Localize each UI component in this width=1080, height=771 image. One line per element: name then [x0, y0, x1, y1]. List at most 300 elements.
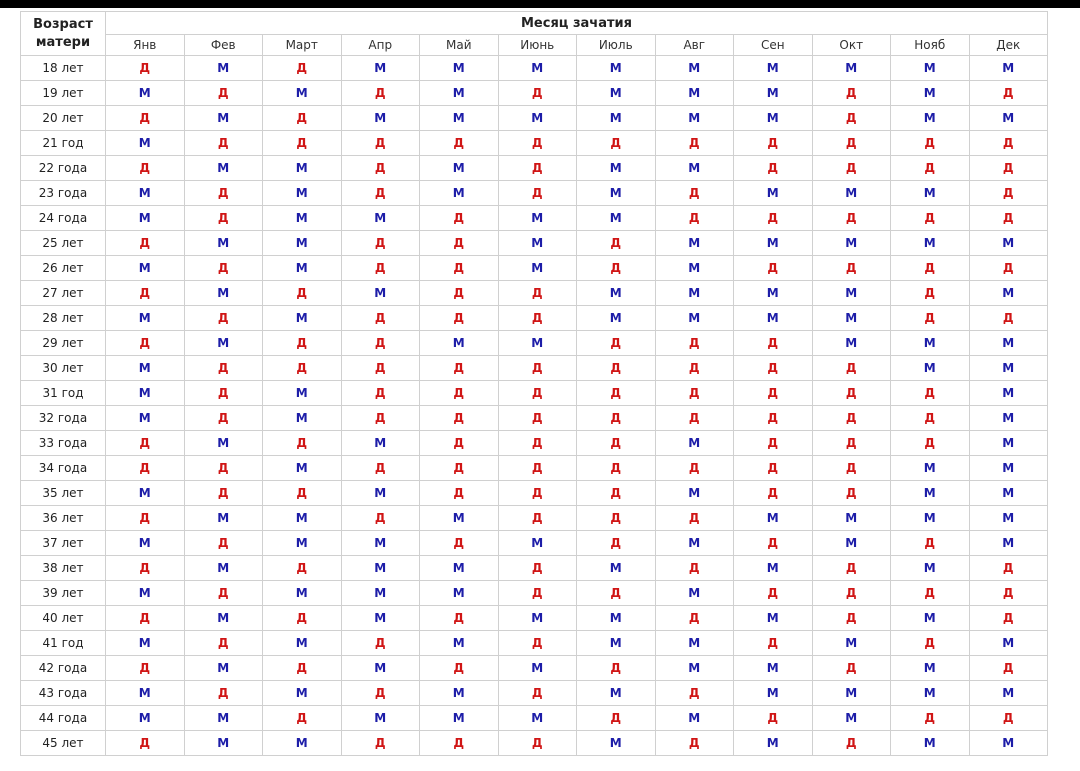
girl-cell: Д	[184, 306, 263, 331]
boy-cell: М	[734, 656, 813, 681]
month-header-cell: Июль	[577, 35, 656, 56]
girl-cell: Д	[263, 356, 342, 381]
table-row	[21, 556, 1048, 581]
girl-cell: Д	[184, 406, 263, 431]
girl-cell: Д	[420, 381, 499, 406]
girl-cell: Д	[106, 331, 185, 356]
table-row	[21, 356, 1048, 381]
boy-cell: М	[655, 56, 734, 81]
girl-cell: Д	[420, 281, 499, 306]
boy-cell: М	[263, 731, 342, 756]
girl-cell: Д	[106, 606, 185, 631]
girl-cell: Д	[577, 431, 656, 456]
table-row	[21, 681, 1048, 706]
boy-cell: М	[420, 331, 499, 356]
boy-cell: М	[969, 231, 1048, 256]
month-header-cell: Янв	[106, 35, 185, 56]
girl-cell: Д	[812, 581, 891, 606]
boy-cell: М	[263, 406, 342, 431]
girl-cell: Д	[655, 356, 734, 381]
boy-cell: М	[106, 256, 185, 281]
girl-cell: Д	[577, 256, 656, 281]
boy-cell: М	[341, 606, 420, 631]
boy-cell: М	[655, 156, 734, 181]
boy-cell: М	[341, 581, 420, 606]
boy-cell: М	[891, 181, 970, 206]
table-row	[21, 131, 1048, 156]
boy-cell: М	[969, 631, 1048, 656]
girl-cell: Д	[655, 731, 734, 756]
month-header-cell: Окт	[812, 35, 891, 56]
boy-cell: М	[106, 206, 185, 231]
girl-cell: Д	[498, 181, 577, 206]
girl-cell: Д	[420, 456, 499, 481]
table-row	[21, 306, 1048, 331]
girl-cell: Д	[498, 506, 577, 531]
girl-cell: Д	[498, 156, 577, 181]
boy-cell: М	[263, 256, 342, 281]
conception-table	[20, 11, 1048, 756]
boy-cell: М	[734, 606, 813, 631]
age-cell: 39 лет	[21, 581, 106, 606]
age-cell: 34 года	[21, 456, 106, 481]
girl-cell: Д	[891, 431, 970, 456]
girl-cell: Д	[184, 181, 263, 206]
boy-cell: М	[812, 181, 891, 206]
age-cell: 35 лет	[21, 481, 106, 506]
girl-cell: Д	[734, 156, 813, 181]
boy-cell: М	[498, 231, 577, 256]
girl-cell: Д	[891, 406, 970, 431]
girl-cell: Д	[891, 631, 970, 656]
girl-cell: Д	[341, 331, 420, 356]
boy-cell: М	[812, 306, 891, 331]
girl-cell: Д	[341, 156, 420, 181]
girl-cell: Д	[577, 506, 656, 531]
boy-cell: М	[184, 431, 263, 456]
girl-cell: Д	[969, 556, 1048, 581]
girl-cell: Д	[263, 606, 342, 631]
boy-cell: М	[263, 206, 342, 231]
girl-cell: Д	[969, 306, 1048, 331]
month-header-cell: Май	[420, 35, 499, 56]
girl-cell: Д	[577, 356, 656, 381]
girl-cell: Д	[891, 581, 970, 606]
girl-cell: Д	[106, 556, 185, 581]
boy-cell: М	[498, 206, 577, 231]
table-row	[21, 81, 1048, 106]
girl-cell: Д	[184, 681, 263, 706]
girl-cell: Д	[655, 456, 734, 481]
girl-cell: Д	[106, 281, 185, 306]
girl-cell: Д	[734, 406, 813, 431]
girl-cell: Д	[263, 331, 342, 356]
girl-cell: Д	[341, 406, 420, 431]
boy-cell: М	[498, 56, 577, 81]
girl-cell: Д	[655, 606, 734, 631]
girl-cell: Д	[106, 506, 185, 531]
girl-cell: Д	[341, 306, 420, 331]
girl-cell: Д	[106, 731, 185, 756]
boy-cell: М	[420, 81, 499, 106]
boy-cell: М	[655, 306, 734, 331]
boy-cell: М	[655, 706, 734, 731]
boy-cell: М	[498, 256, 577, 281]
boy-cell: М	[263, 506, 342, 531]
boy-cell: М	[420, 56, 499, 81]
girl-cell: Д	[106, 106, 185, 131]
boy-cell: М	[577, 181, 656, 206]
boy-cell: М	[734, 306, 813, 331]
girl-cell: Д	[498, 731, 577, 756]
girl-cell: Д	[263, 106, 342, 131]
boy-cell: М	[969, 456, 1048, 481]
girl-cell: Д	[969, 81, 1048, 106]
boy-cell: М	[969, 531, 1048, 556]
boy-cell: М	[969, 356, 1048, 381]
age-cell: 20 лет	[21, 106, 106, 131]
boy-cell: М	[184, 606, 263, 631]
girl-cell: Д	[969, 206, 1048, 231]
boy-cell: М	[106, 356, 185, 381]
girl-cell: Д	[891, 306, 970, 331]
girl-cell: Д	[891, 381, 970, 406]
boy-cell: М	[891, 331, 970, 356]
girl-cell: Д	[891, 706, 970, 731]
girl-cell: Д	[577, 131, 656, 156]
age-cell: 38 лет	[21, 556, 106, 581]
girl-cell: Д	[969, 706, 1048, 731]
boy-cell: М	[891, 506, 970, 531]
boy-cell: М	[812, 281, 891, 306]
girl-cell: Д	[106, 231, 185, 256]
girl-cell: Д	[106, 456, 185, 481]
boy-cell: М	[420, 706, 499, 731]
boy-cell: М	[184, 656, 263, 681]
girl-cell: Д	[106, 656, 185, 681]
boy-cell: М	[106, 406, 185, 431]
boy-cell: М	[969, 431, 1048, 456]
boy-cell: М	[184, 706, 263, 731]
table-body	[21, 56, 1048, 756]
table-row	[21, 581, 1048, 606]
girl-cell: Д	[498, 556, 577, 581]
girl-cell: Д	[341, 231, 420, 256]
boy-cell: М	[106, 631, 185, 656]
boy-cell: М	[420, 506, 499, 531]
girl-cell: Д	[577, 706, 656, 731]
boy-cell: М	[106, 131, 185, 156]
boy-cell: М	[420, 581, 499, 606]
girl-cell: Д	[577, 656, 656, 681]
girl-cell: Д	[734, 581, 813, 606]
boy-cell: М	[891, 731, 970, 756]
girl-cell: Д	[341, 81, 420, 106]
table-row	[21, 431, 1048, 456]
girl-cell: Д	[891, 531, 970, 556]
boy-cell: М	[263, 81, 342, 106]
boy-cell: М	[341, 481, 420, 506]
boy-cell: М	[969, 681, 1048, 706]
age-cell: 42 года	[21, 656, 106, 681]
boy-cell: М	[734, 81, 813, 106]
boy-cell: М	[812, 631, 891, 656]
age-cell: 23 года	[21, 181, 106, 206]
girl-cell: Д	[734, 456, 813, 481]
girl-cell: Д	[577, 406, 656, 431]
girl-cell: Д	[263, 556, 342, 581]
boy-cell: М	[184, 231, 263, 256]
boy-cell: М	[812, 56, 891, 81]
girl-cell: Д	[184, 81, 263, 106]
girl-cell: Д	[891, 281, 970, 306]
girl-cell: Д	[734, 631, 813, 656]
month-header-cell: Авг	[655, 35, 734, 56]
boy-cell: М	[263, 306, 342, 331]
boy-cell: М	[969, 106, 1048, 131]
boy-cell: М	[734, 506, 813, 531]
girl-cell: Д	[498, 281, 577, 306]
boy-cell: М	[577, 556, 656, 581]
girl-cell: Д	[184, 356, 263, 381]
girl-cell: Д	[577, 331, 656, 356]
table-row	[21, 406, 1048, 431]
girl-cell: Д	[812, 406, 891, 431]
table-row	[21, 631, 1048, 656]
table-row	[21, 731, 1048, 756]
age-cell: 22 года	[21, 156, 106, 181]
girl-cell: Д	[734, 206, 813, 231]
girl-cell: Д	[106, 431, 185, 456]
age-header-line1: Возраст	[33, 16, 93, 32]
girl-cell: Д	[498, 581, 577, 606]
boy-cell: М	[891, 681, 970, 706]
boy-cell: М	[891, 656, 970, 681]
girl-cell: Д	[969, 156, 1048, 181]
girl-cell: Д	[341, 131, 420, 156]
girl-cell: Д	[498, 356, 577, 381]
age-cell: 33 года	[21, 431, 106, 456]
girl-cell: Д	[498, 131, 577, 156]
girl-cell: Д	[498, 631, 577, 656]
header-row-months	[21, 35, 1048, 56]
girl-cell: Д	[263, 281, 342, 306]
girl-cell: Д	[341, 631, 420, 656]
age-cell: 19 лет	[21, 81, 106, 106]
boy-cell: М	[184, 106, 263, 131]
table-row	[21, 706, 1048, 731]
girl-cell: Д	[420, 431, 499, 456]
girl-cell: Д	[655, 331, 734, 356]
girl-cell: Д	[734, 131, 813, 156]
boy-cell: М	[341, 56, 420, 81]
boy-cell: М	[184, 331, 263, 356]
boy-cell: М	[891, 606, 970, 631]
girl-cell: Д	[577, 531, 656, 556]
girl-cell: Д	[969, 181, 1048, 206]
boy-cell: М	[734, 681, 813, 706]
age-cell: 41 год	[21, 631, 106, 656]
table-row	[21, 281, 1048, 306]
girl-cell: Д	[734, 256, 813, 281]
girl-cell: Д	[184, 631, 263, 656]
girl-cell: Д	[498, 481, 577, 506]
girl-cell: Д	[969, 656, 1048, 681]
boy-cell: М	[969, 506, 1048, 531]
boy-cell: М	[891, 456, 970, 481]
boy-cell: М	[498, 106, 577, 131]
girl-cell: Д	[498, 381, 577, 406]
table-row	[21, 606, 1048, 631]
boy-cell: М	[577, 631, 656, 656]
boy-cell: М	[106, 531, 185, 556]
girl-cell: Д	[106, 56, 185, 81]
girl-cell: Д	[498, 456, 577, 481]
table-row	[21, 181, 1048, 206]
boy-cell: М	[577, 731, 656, 756]
boy-cell: М	[891, 231, 970, 256]
girl-cell: Д	[420, 206, 499, 231]
girl-cell: Д	[655, 556, 734, 581]
girl-cell: Д	[498, 681, 577, 706]
girl-cell: Д	[341, 681, 420, 706]
girl-cell: Д	[341, 356, 420, 381]
age-cell: 40 лет	[21, 606, 106, 631]
boy-cell: М	[655, 431, 734, 456]
girl-cell: Д	[341, 506, 420, 531]
girl-cell: Д	[812, 156, 891, 181]
boy-cell: М	[655, 106, 734, 131]
month-header-cell: Март	[263, 35, 342, 56]
age-cell: 30 лет	[21, 356, 106, 381]
conception-table-container	[20, 11, 1048, 756]
girl-cell: Д	[263, 56, 342, 81]
age-cell: 44 года	[21, 706, 106, 731]
boy-cell: М	[184, 506, 263, 531]
boy-cell: М	[263, 231, 342, 256]
boy-cell: М	[106, 481, 185, 506]
boy-cell: М	[498, 331, 577, 356]
month-header-cell: Сен	[734, 35, 813, 56]
boy-cell: М	[655, 581, 734, 606]
boy-cell: М	[812, 231, 891, 256]
boy-cell: М	[498, 531, 577, 556]
girl-cell: Д	[420, 356, 499, 381]
girl-cell: Д	[734, 481, 813, 506]
table-row	[21, 156, 1048, 181]
boy-cell: М	[263, 181, 342, 206]
age-cell: 27 лет	[21, 281, 106, 306]
girl-cell: Д	[734, 381, 813, 406]
girl-cell: Д	[812, 606, 891, 631]
age-cell: 28 лет	[21, 306, 106, 331]
girl-cell: Д	[969, 581, 1048, 606]
age-cell: 45 лет	[21, 731, 106, 756]
boy-cell: М	[891, 556, 970, 581]
boy-cell: М	[812, 331, 891, 356]
age-cell: 26 лет	[21, 256, 106, 281]
boy-cell: М	[106, 306, 185, 331]
boy-cell: М	[734, 731, 813, 756]
girl-cell: Д	[812, 431, 891, 456]
girl-cell: Д	[577, 481, 656, 506]
girl-cell: Д	[812, 731, 891, 756]
girl-cell: Д	[341, 731, 420, 756]
age-header-line2: матери	[35, 34, 91, 50]
girl-cell: Д	[969, 131, 1048, 156]
boy-cell: М	[106, 681, 185, 706]
girl-cell: Д	[812, 456, 891, 481]
girl-cell: Д	[812, 656, 891, 681]
month-group-header: Месяц зачатия	[106, 12, 1048, 35]
girl-cell: Д	[734, 356, 813, 381]
boy-cell: М	[263, 631, 342, 656]
girl-cell: Д	[812, 206, 891, 231]
boy-cell: М	[812, 706, 891, 731]
boy-cell: М	[812, 531, 891, 556]
boy-cell: М	[812, 506, 891, 531]
girl-cell: Д	[420, 531, 499, 556]
age-cell: 18 лет	[21, 56, 106, 81]
girl-cell: Д	[812, 556, 891, 581]
girl-cell: Д	[577, 231, 656, 256]
girl-cell: Д	[263, 431, 342, 456]
table-row	[21, 331, 1048, 356]
boy-cell: М	[655, 631, 734, 656]
girl-cell: Д	[734, 431, 813, 456]
boy-cell: М	[734, 556, 813, 581]
girl-cell: Д	[420, 606, 499, 631]
girl-cell: Д	[655, 506, 734, 531]
table-row	[21, 456, 1048, 481]
boy-cell: М	[420, 681, 499, 706]
boy-cell: М	[969, 381, 1048, 406]
table-row	[21, 56, 1048, 81]
boy-cell: М	[812, 681, 891, 706]
table-row	[21, 106, 1048, 131]
girl-cell: Д	[577, 581, 656, 606]
boy-cell: М	[734, 56, 813, 81]
girl-cell: Д	[891, 256, 970, 281]
girl-cell: Д	[420, 731, 499, 756]
girl-cell: Д	[655, 406, 734, 431]
age-column-header	[21, 12, 106, 56]
month-header-cell: Нояб	[891, 35, 970, 56]
girl-cell: Д	[655, 131, 734, 156]
girl-cell: Д	[341, 256, 420, 281]
top-border-bar	[0, 0, 1080, 8]
boy-cell: М	[341, 531, 420, 556]
boy-cell: М	[577, 306, 656, 331]
boy-cell: М	[420, 156, 499, 181]
boy-cell: М	[498, 706, 577, 731]
boy-cell: М	[420, 631, 499, 656]
boy-cell: М	[341, 706, 420, 731]
boy-cell: М	[734, 106, 813, 131]
girl-cell: Д	[263, 481, 342, 506]
boy-cell: М	[577, 206, 656, 231]
month-header-cell: Июнь	[498, 35, 577, 56]
boy-cell: М	[969, 406, 1048, 431]
boy-cell: М	[341, 431, 420, 456]
girl-cell: Д	[812, 381, 891, 406]
boy-cell: М	[577, 681, 656, 706]
girl-cell: Д	[184, 456, 263, 481]
boy-cell: М	[655, 281, 734, 306]
girl-cell: Д	[420, 656, 499, 681]
girl-cell: Д	[655, 381, 734, 406]
girl-cell: Д	[420, 256, 499, 281]
